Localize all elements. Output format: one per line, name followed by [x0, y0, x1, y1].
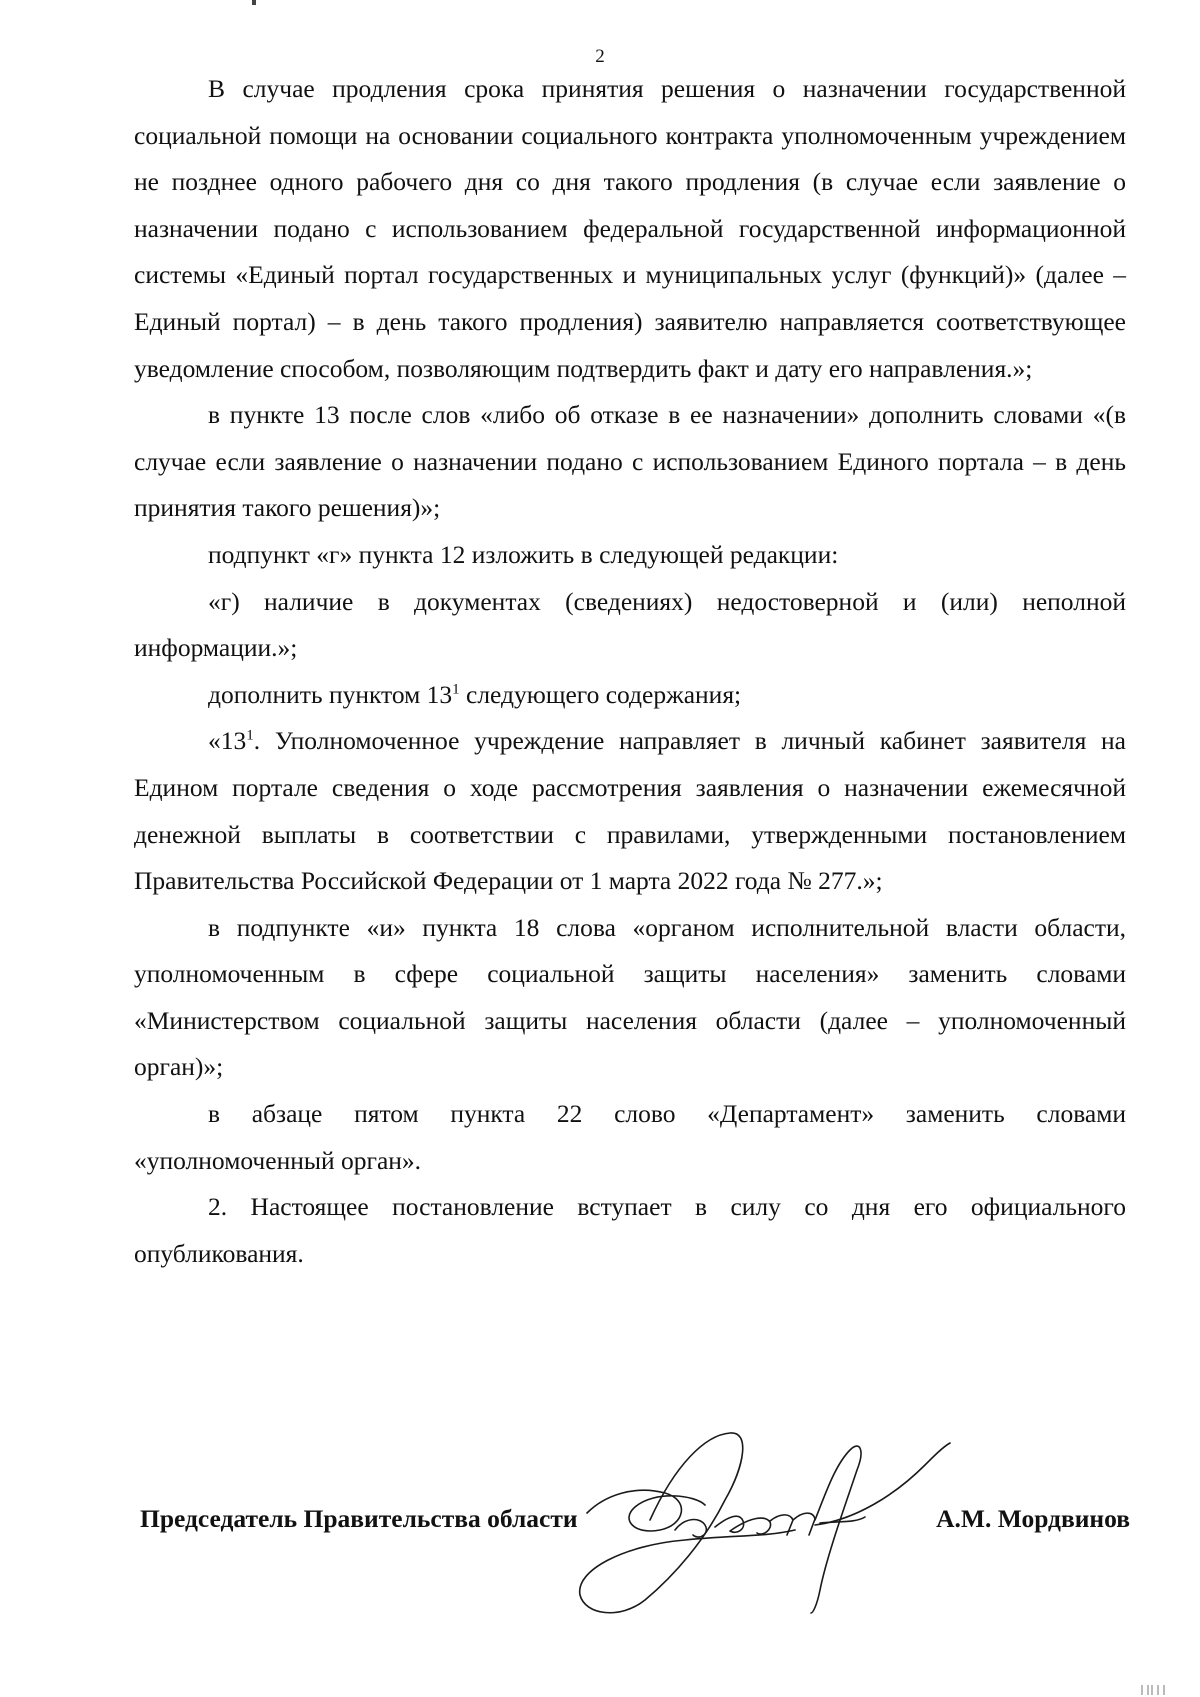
paragraph-6: [134, 718, 1126, 904]
scan-artifact-marks: [1140, 1685, 1170, 1695]
paragraph-5-text-before: дополнить пунктом 13: [208, 679, 453, 709]
page-number: 2: [595, 46, 605, 67]
paragraph-8: в абзаце пятом пункта 22 слово «Департамент» заменить словами «уполномоченный орган».: [134, 1099, 1126, 1175]
document-body: [134, 66, 1126, 1277]
paragraph-1: В случае продления срока принятия решения о назначении государственной социальной помощи на основании социального контракта уполномоченным учреждением не позднее одного рабочего дня со дня такого продления (в случае если заявление о назначении подано с использованием федеральной государственной информационной системы «Единый портал государственных и муниципальных услуг (функций)» (далее – Единый портал) – в день такого продления) заявителю направляется соответствующее уведомление способом, позволяющим подтвердить факт и дату его направления.»;: [134, 74, 1126, 383]
paragraph-2: в пункте 13 после слов «либо об отказе в ее назначении» дополнить словами «(в случае если заявление о назначении подано с использованием Единого портала – в день принятия такого решения)»;: [134, 400, 1126, 523]
paragraph-3: подпункт «г» пункта 12 изложить в следующей редакции:: [208, 539, 839, 569]
paragraph-6-text-before: «13: [208, 726, 247, 756]
paragraph-5-superscript: 1: [452, 681, 460, 698]
paragraph-7: в подпункте «и» пункта 18 слова «органом исполнительной власти области, уполномоченным в сфере социальной защиты населения» заменить словами «Министерством социальной защиты населения области (далее – уполномоченный орган)»;: [134, 912, 1126, 1082]
scan-corner-mark: [252, 0, 256, 5]
paragraph-6-superscript: 1: [246, 727, 254, 744]
paragraph-6-text-after: . Уполномоченное учреждение направляет в личный кабинет заявителя на Едином портале сведения о ходе рассмотрения заявления о назначении ежемесячной денежной выплаты в соответствии с правилами, утвержденными постановлением Правительства Российской Федерации от 1 марта 2022 года № 277.»;: [134, 726, 1126, 896]
handwritten-signature: [565, 1425, 955, 1625]
paragraph-4: «г) наличие в документах (сведениях) недостоверной и (или) неполной информации.»;: [134, 586, 1126, 663]
signatory-name: А.М. Мордвинов: [936, 1504, 1130, 1533]
paragraph-5-text-after: следующего содержания;: [459, 679, 742, 709]
paragraph-9: 2. Настоящее постановление вступает в силу со дня его официального опубликования.: [134, 1192, 1126, 1268]
paragraph-5: [134, 672, 1126, 719]
signatory-position: Председатель Правительства области: [140, 1504, 578, 1533]
